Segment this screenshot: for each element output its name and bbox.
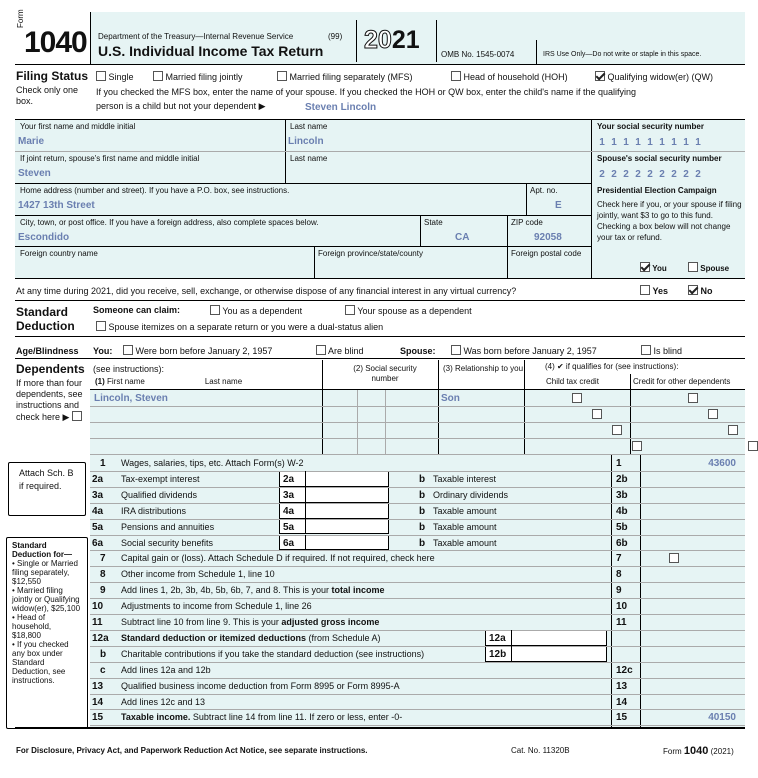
dep-col4a: Child tax credit bbox=[546, 377, 599, 386]
std-deduction-heading: Standard Deduction bbox=[16, 305, 75, 333]
inline-box-label: 2a bbox=[283, 473, 295, 485]
fs-qualifying-widow[interactable]: Qualifying widow(er) (QW) bbox=[595, 71, 713, 82]
line-label: Charitable contributions if you take the standard deduction (see instructions) bbox=[121, 648, 425, 659]
ssn-field[interactable]: 1 1 1 1 1 1 1 1 1 bbox=[599, 137, 701, 148]
line-number: 9 bbox=[100, 585, 106, 597]
campaign-text: Check here if you, or your spouse if filing jointly, want $3 to go to this fund. Checking a box below will not change your tax or refund. bbox=[597, 200, 742, 242]
first-name-field[interactable]: Marie bbox=[18, 136, 45, 147]
b-letter: b bbox=[419, 489, 426, 501]
line-number: 7 bbox=[100, 553, 106, 565]
right-line-number: 3b bbox=[616, 489, 628, 501]
other-dependents-checkbox[interactable] bbox=[728, 425, 738, 435]
line-label: IRA distributions bbox=[121, 505, 187, 516]
age-blindness-heading: Age/Blindness bbox=[16, 346, 79, 356]
tax-year: 2021 bbox=[364, 26, 420, 54]
line-label: Other income from Schedule 1, line 10 bbox=[121, 569, 275, 580]
zip-field[interactable]: 92058 bbox=[534, 232, 562, 243]
spouse-first-name-label: If joint return, spouse's first name and middle initial bbox=[20, 154, 200, 163]
line-label: Pensions and annuities bbox=[121, 521, 215, 532]
inline-box-label: 12b bbox=[489, 648, 507, 660]
vc-yes[interactable]: Yes bbox=[640, 285, 668, 296]
spouse-first-name-field[interactable]: Steven bbox=[18, 168, 51, 179]
right-line-number: 13 bbox=[616, 680, 628, 692]
fs-married-separately[interactable]: Married filing separately (MFS) bbox=[277, 71, 413, 82]
last-name-label: Last name bbox=[290, 122, 328, 131]
right-line-number: 15 bbox=[616, 712, 628, 724]
inline-box-label: 3a bbox=[283, 489, 295, 501]
inline-amount-field[interactable] bbox=[279, 535, 389, 551]
inline-amount-field[interactable] bbox=[279, 519, 389, 535]
foreign-country-label: Foreign country name bbox=[20, 249, 98, 258]
line-label: Add lines 12a and 12b bbox=[121, 664, 211, 675]
inline-box-label: 4a bbox=[283, 505, 295, 517]
city-label: City, town, or post office. If you have a foreign address, also complete spaces below. bbox=[20, 218, 319, 227]
cb-spouse-itemizes[interactable]: Spouse itemizes on a separate return or you were a dual-status alien bbox=[96, 321, 383, 332]
filing-status-note: Check only one box. bbox=[16, 85, 79, 106]
qualifying-child-name[interactable]: Steven Lincoln bbox=[305, 102, 377, 113]
line-number: 11 bbox=[92, 617, 103, 628]
inline-box-label: 6a bbox=[283, 537, 295, 549]
line-number: 8 bbox=[100, 569, 106, 581]
apt-field[interactable]: E bbox=[555, 200, 562, 211]
fs-instruction-1: If you checked the MFS box, enter the name of your spouse. If you checked the HOH or QW box, enter the child's name if the qualifying bbox=[96, 87, 636, 97]
line-label: Add lines 1, 2b, 3b, 4b, 5b, 6b, 7, and 8. This is your total income bbox=[121, 585, 385, 596]
right-line-number: 10 bbox=[616, 601, 628, 613]
line-number: 13 bbox=[92, 680, 104, 692]
line-number: b bbox=[100, 648, 107, 660]
line-number: 2a bbox=[92, 473, 104, 485]
line-label: Tax-exempt interest bbox=[121, 473, 200, 484]
irs-use-only: IRS Use Only—Do not write or staple in this space. bbox=[543, 51, 702, 58]
right-line-number: 11 bbox=[616, 617, 627, 628]
city-field[interactable]: Escondido bbox=[18, 232, 70, 243]
right-line-number: 1 bbox=[616, 458, 622, 469]
line-number: 3a bbox=[92, 489, 104, 501]
line-label: Standard deduction or itemized deductions (from Schedule A) bbox=[121, 632, 381, 643]
last-name-field[interactable]: Lincoln bbox=[288, 136, 324, 147]
spouse-last-name-label: Last name bbox=[290, 154, 328, 163]
line-label: Adjustments to income from Schedule 1, line 26 bbox=[121, 601, 312, 612]
line-number: 15 bbox=[92, 712, 104, 724]
apt-label: Apt. no. bbox=[530, 186, 558, 195]
b-letter: b bbox=[419, 537, 426, 549]
other-dependents-checkbox[interactable] bbox=[688, 393, 698, 403]
dep-col2: (2) Social security number bbox=[353, 364, 417, 383]
campaign-you[interactable]: You bbox=[640, 262, 667, 273]
line-number: 10 bbox=[92, 601, 104, 613]
inline-amount-field[interactable] bbox=[279, 487, 389, 503]
line-label: Taxable income. Subtract line 14 from line 11. If zero or less, enter -0- bbox=[121, 712, 403, 723]
line-label: Social security benefits bbox=[121, 537, 214, 548]
std-deduction-box: Standard Deduction for— • Single or Married filing separately, $12,550 • Married filing jointly or Qualifying widow(er), $25,100 • Head of household, $18,800 • If you checked any box under Standard Deduction, see instructions. bbox=[6, 537, 88, 729]
foreign-province-label: Foreign province/state/county bbox=[318, 249, 423, 258]
b-label: Ordinary dividends bbox=[433, 489, 509, 500]
child-tax-credit-checkbox[interactable] bbox=[572, 393, 582, 403]
form-title: U.S. Individual Income Tax Return bbox=[98, 43, 324, 59]
first-name-label: Your first name and middle initial bbox=[20, 122, 136, 131]
state-label: State bbox=[424, 218, 443, 227]
b-label: Taxable amount bbox=[433, 505, 497, 516]
other-dependents-checkbox[interactable] bbox=[708, 409, 718, 419]
cb-you-born-before[interactable]: Were born before January 2, 1957 bbox=[123, 345, 272, 356]
irs-code: (99) bbox=[328, 32, 343, 41]
dependents-heading: Dependents bbox=[16, 362, 85, 376]
dep-col4: (4) ✔ if qualifies for (see instructions): bbox=[545, 362, 679, 371]
line-number: 1 bbox=[100, 458, 106, 469]
right-line-number: 2b bbox=[616, 473, 628, 485]
line-number: 4a bbox=[92, 505, 104, 517]
other-dependents-checkbox[interactable] bbox=[748, 441, 758, 451]
fs-head-of-household[interactable]: Head of household (HOH) bbox=[451, 71, 568, 82]
dep-col4b: Credit for other dependents bbox=[633, 377, 731, 386]
cb-you-dependent[interactable]: You as a dependent bbox=[210, 305, 302, 316]
child-tax-credit-checkbox[interactable] bbox=[592, 409, 602, 419]
line-label: Qualified dividends bbox=[121, 489, 198, 500]
fs-instruction-2: person is a child but not your dependent ▶ bbox=[96, 101, 266, 111]
dependent-name[interactable]: Lincoln, Steven bbox=[94, 393, 168, 404]
footer-cat: Cat. No. 11320B bbox=[511, 746, 570, 755]
foreign-postal-label: Foreign postal code bbox=[511, 249, 582, 258]
age-spouse-label: Spouse: bbox=[400, 346, 436, 356]
b-letter: b bbox=[419, 473, 426, 485]
right-line-number: 14 bbox=[616, 696, 628, 708]
child-tax-credit-checkbox[interactable] bbox=[612, 425, 622, 435]
virtual-currency-question: At any time during 2021, did you receive, sell, exchange, or otherwise dispose of any financial interest in any virtual currency? bbox=[16, 286, 517, 296]
cb-spouse-born-before[interactable]: Was born before January 2, 1957 bbox=[451, 345, 597, 356]
inline-amount-field[interactable] bbox=[279, 471, 389, 487]
cb-spouse-blind[interactable]: Is blind bbox=[641, 345, 682, 356]
right-line-number: 8 bbox=[616, 569, 622, 581]
attach-sch-b-note: Attach Sch. B if required. bbox=[8, 462, 86, 516]
spouse-ssn-field[interactable]: 2 2 2 2 2 2 2 2 2 bbox=[599, 169, 701, 180]
inline-box-label: 5a bbox=[283, 521, 295, 533]
dependents-side-note: If more than four dependents, see instructions and check here ▶ bbox=[16, 378, 83, 422]
state-field[interactable]: CA bbox=[455, 232, 470, 243]
line-number: c bbox=[100, 664, 106, 676]
omb-number: OMB No. 1545-0074 bbox=[441, 50, 515, 59]
home-address-label: Home address (number and street). If you have a P.O. box, see instructions. bbox=[20, 186, 290, 195]
more-dependents-checkbox[interactable] bbox=[72, 411, 82, 421]
zip-label: ZIP code bbox=[511, 218, 543, 227]
capital-gain-checkbox[interactable] bbox=[669, 553, 679, 563]
fs-single[interactable]: Single bbox=[96, 71, 134, 82]
footer-form: Form 1040 (2021) bbox=[663, 745, 734, 757]
fs-married-jointly[interactable]: Married filing jointly bbox=[153, 71, 243, 82]
dep-col3: (3) Relationship to you bbox=[442, 364, 524, 373]
cb-you-blind[interactable]: Are blind bbox=[316, 345, 364, 356]
right-line-number: 7 bbox=[616, 553, 622, 565]
child-tax-credit-checkbox[interactable] bbox=[632, 441, 642, 451]
amount-field[interactable]: 43600 bbox=[708, 458, 736, 469]
line-label: Wages, salaries, tips, etc. Attach Form(s) W-2 bbox=[121, 458, 304, 468]
vc-no[interactable]: No bbox=[688, 285, 713, 296]
ssn-label: Your social security number bbox=[597, 122, 704, 131]
b-label: Taxable amount bbox=[433, 537, 497, 548]
b-letter: b bbox=[419, 521, 426, 533]
amount-field[interactable]: 40150 bbox=[708, 712, 736, 724]
dep-col1: (1) First name Last name bbox=[95, 377, 243, 386]
b-label: Taxable interest bbox=[433, 473, 497, 484]
dependents-see: (see instructions): bbox=[93, 364, 165, 374]
age-you-label: You: bbox=[93, 346, 113, 356]
home-address-field[interactable]: 1427 13th Street bbox=[18, 200, 95, 211]
right-line-number: 5b bbox=[616, 521, 628, 533]
spouse-ssn-label: Spouse's social security number bbox=[597, 154, 722, 163]
line-number: 5a bbox=[92, 521, 104, 533]
line-number: 12a bbox=[92, 632, 109, 644]
campaign-title: Presidential Election Campaign bbox=[597, 186, 717, 195]
cb-spouse-dependent[interactable]: Your spouse as a dependent bbox=[345, 305, 472, 316]
inline-box-label: 12a bbox=[489, 632, 506, 644]
campaign-spouse[interactable]: Spouse bbox=[688, 262, 729, 273]
line-label: Subtract line 10 from line 9. This is your adjusted gross income bbox=[121, 617, 380, 627]
line-number: 14 bbox=[92, 696, 104, 708]
right-line-number: 12c bbox=[616, 664, 633, 676]
right-line-number: 9 bbox=[616, 585, 622, 597]
inline-amount-field[interactable] bbox=[279, 503, 389, 519]
right-line-number: 6b bbox=[616, 537, 628, 549]
line-label: Add lines 12c and 13 bbox=[121, 696, 206, 707]
filing-status-heading: Filing Status bbox=[16, 69, 88, 83]
footer-notice: For Disclosure, Privacy Act, and Paperwork Reduction Act Notice, see separate instructions. bbox=[16, 746, 368, 755]
someone-can-claim: Someone can claim: bbox=[93, 305, 181, 315]
b-letter: b bbox=[419, 505, 426, 517]
dependent-relationship[interactable]: Son bbox=[441, 393, 460, 404]
b-label: Taxable amount bbox=[433, 521, 497, 532]
line-label: Capital gain or (loss). Attach Schedule D if required. If not required, check here bbox=[121, 553, 435, 564]
form-number: 1040 bbox=[24, 26, 87, 59]
line-number: 6a bbox=[92, 537, 104, 549]
form-label: Form bbox=[16, 9, 25, 28]
department: Department of the Treasury—Internal Revenue Service bbox=[98, 32, 294, 41]
right-line-number: 4b bbox=[616, 505, 628, 517]
line-label: Qualified business income deduction from Form 8995 or Form 8995-A bbox=[121, 680, 400, 691]
